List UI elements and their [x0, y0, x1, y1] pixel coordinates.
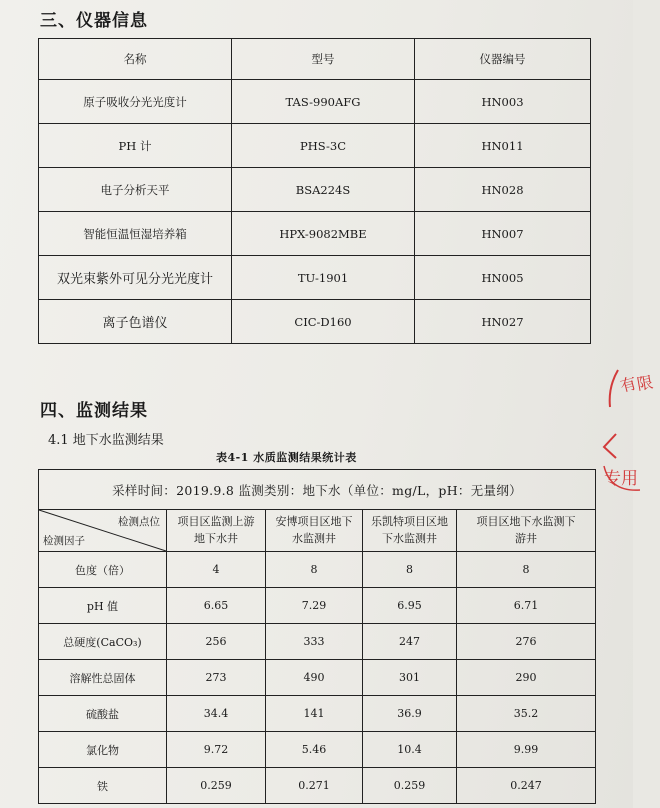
- value-cell: 8: [266, 552, 363, 588]
- corner-bottom-label: 检测因子: [43, 535, 85, 547]
- instrument-serial: HN007: [415, 212, 591, 256]
- value-cell: 34.4: [167, 696, 266, 732]
- value-cell: 301: [363, 660, 457, 696]
- column-header: 项目区地下水监测下游井: [457, 510, 596, 552]
- instrument-serial: HN011: [415, 124, 591, 168]
- instrument-model: CIC-D160: [232, 300, 415, 344]
- corner-top-label: 检测点位: [118, 516, 160, 528]
- value-cell: 36.9: [363, 696, 457, 732]
- instrument-serial: HN005: [415, 256, 591, 300]
- header-name: 名称: [39, 39, 232, 80]
- factor-label: pH 值: [39, 588, 167, 624]
- value-cell: 35.2: [457, 696, 596, 732]
- table-row: [39, 696, 596, 732]
- water-header-row: [39, 510, 596, 552]
- instrument-model: TU-1901: [232, 256, 415, 300]
- table-row: [39, 212, 591, 256]
- table-row: [39, 552, 596, 588]
- column-header: 乐凯特项目区地下水监测井: [363, 510, 457, 552]
- table-row: [39, 660, 596, 696]
- instrument-name: 离子色谱仪: [39, 300, 232, 344]
- factor-label: 总硬度(CaCO₃): [39, 624, 167, 660]
- sampling-meta-row: [39, 470, 596, 510]
- section-3-title: 三、仪器信息: [40, 11, 148, 31]
- factor-label: 硫酸盐: [39, 696, 167, 732]
- table-caption: 表4-1 水质监测结果统计表: [216, 451, 357, 464]
- section-4-title: 四、监测结果: [40, 401, 148, 421]
- value-cell: 0.259: [363, 768, 457, 804]
- factor-label: 溶解性总固体: [39, 660, 167, 696]
- value-cell: 9.99: [457, 732, 596, 768]
- value-cell: 276: [457, 624, 596, 660]
- table-row: [39, 124, 591, 168]
- instrument-name: 电子分析天平: [39, 168, 232, 212]
- factor-label: 色度（倍）: [39, 552, 167, 588]
- value-cell: 141: [266, 696, 363, 732]
- value-cell: 273: [167, 660, 266, 696]
- instrument-serial: HN027: [415, 300, 591, 344]
- instrument-model: TAS-990AFG: [232, 80, 415, 124]
- instrument-name: 智能恒温恒湿培养箱: [39, 212, 232, 256]
- value-cell: 10.4: [363, 732, 457, 768]
- value-cell: 333: [266, 624, 363, 660]
- instrument-name: 双光束紫外可见分光光度计: [39, 256, 232, 300]
- instrument-serial: HN028: [415, 168, 591, 212]
- value-cell: 9.72: [167, 732, 266, 768]
- value-cell: 8: [457, 552, 596, 588]
- value-cell: 6.95: [363, 588, 457, 624]
- svg-text:有: 有: [618, 373, 639, 396]
- instrument-table: [38, 38, 591, 344]
- value-cell: 247: [363, 624, 457, 660]
- table-row: [39, 588, 596, 624]
- column-header: 项目区监测上游地下水井: [167, 510, 266, 552]
- instrument-model: PHS-3C: [232, 124, 415, 168]
- value-cell: 0.247: [457, 768, 596, 804]
- column-header: 安博项目区地下水监测井: [266, 510, 363, 552]
- value-cell: 4: [167, 552, 266, 588]
- factor-label: 铁: [39, 768, 167, 804]
- water-quality-table: [38, 469, 596, 804]
- table-row: [39, 168, 591, 212]
- header-serial: 仪器编号: [415, 39, 591, 80]
- value-cell: 7.29: [266, 588, 363, 624]
- value-cell: 8: [363, 552, 457, 588]
- value-cell: 6.71: [457, 588, 596, 624]
- corner-cell: [39, 510, 167, 552]
- section-4-1-subtitle: 4.1 地下水监测结果: [48, 433, 164, 448]
- value-cell: 0.271: [266, 768, 363, 804]
- value-cell: 290: [457, 660, 596, 696]
- value-cell: 6.65: [167, 588, 266, 624]
- instrument-name: 原子吸收分光光度计: [39, 80, 232, 124]
- factor-label: 氯化物: [39, 732, 167, 768]
- sampling-meta: 采样时间：2019.9.8 监测类别：地下水（单位：mg/L，pH：无量纲）: [39, 470, 596, 510]
- table-row: [39, 300, 591, 344]
- value-cell: 0.259: [167, 768, 266, 804]
- value-cell: 256: [167, 624, 266, 660]
- instrument-name: PH 计: [39, 124, 232, 168]
- svg-text:限: 限: [635, 372, 655, 394]
- value-cell: 490: [266, 660, 363, 696]
- svg-text:专用: 专用: [604, 469, 638, 489]
- table-row: [39, 624, 596, 660]
- header-model: 型号: [232, 39, 415, 80]
- table-row: [39, 768, 596, 804]
- instrument-model: BSA224S: [232, 168, 415, 212]
- instrument-serial: HN003: [415, 80, 591, 124]
- table-row: [39, 256, 591, 300]
- table-row: [39, 80, 591, 124]
- instrument-model: HPX-9082MBE: [232, 212, 415, 256]
- red-stamp-fragment: [600, 362, 660, 492]
- table-row: [39, 732, 596, 768]
- instrument-header-row: [39, 39, 591, 80]
- value-cell: 5.46: [266, 732, 363, 768]
